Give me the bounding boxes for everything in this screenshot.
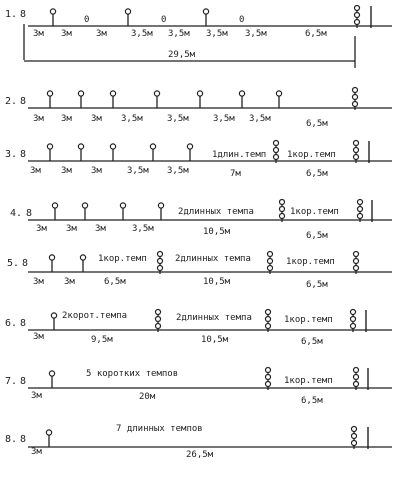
distance-label: 6,5м	[301, 396, 323, 406]
distance-label: 3,5м	[167, 114, 189, 124]
distance-label: 3,5м	[167, 166, 189, 176]
double-pin-bead	[351, 317, 356, 322]
double-pin-bead	[358, 200, 363, 205]
double-pin-bead	[158, 252, 163, 257]
distance-label: 3м	[61, 166, 72, 176]
marker: 0	[84, 15, 90, 25]
double-pin-bead	[354, 266, 359, 271]
tempo-label: 2длинных темпа	[178, 207, 254, 217]
distance-label: 3м	[95, 224, 106, 234]
double-pin-bead	[354, 141, 359, 146]
pin-head	[80, 255, 85, 260]
distance-label: 3м	[91, 166, 102, 176]
start-mark: 8	[20, 318, 27, 329]
distance-label: 3м	[36, 224, 47, 234]
double-pin-bead	[354, 375, 359, 380]
distance-label: 6,5м	[305, 29, 327, 39]
distance-label: 3м	[91, 114, 102, 124]
distance-label: 6,5м	[306, 169, 328, 179]
pin-head	[78, 144, 83, 149]
distance-label: 3,5м	[245, 29, 267, 39]
start-mark: 8	[20, 149, 27, 160]
pin-head	[110, 144, 115, 149]
pin-head	[158, 203, 163, 208]
distance-label: 10,5м	[203, 277, 231, 287]
double-pin-bead	[266, 317, 271, 322]
double-pin-bead	[156, 324, 161, 329]
tempo-label: 1длин.темп	[212, 150, 267, 160]
distance-label: 7м	[230, 169, 241, 179]
double-pin-bead	[354, 148, 359, 153]
tempo-label: 7 длинных темпов	[116, 424, 203, 434]
double-pin-bead	[268, 259, 273, 264]
double-pin-bead	[156, 317, 161, 322]
double-pin-bead	[351, 324, 356, 329]
distance-label: 3,5м	[121, 114, 143, 124]
distance-label: 3м	[33, 29, 44, 39]
pin-head	[47, 144, 52, 149]
pin-head	[49, 371, 54, 376]
double-pin-bead	[351, 310, 356, 315]
double-pin-bead	[274, 141, 279, 146]
double-pin-bead	[352, 434, 357, 439]
pin-head	[82, 203, 87, 208]
double-pin-bead	[353, 95, 358, 100]
pin-head	[50, 9, 55, 14]
row-number: 8.	[5, 434, 18, 445]
distance-label: 3м	[31, 447, 42, 457]
pin-head	[154, 91, 159, 96]
distance-label: 9,5м	[91, 335, 113, 345]
distance-label: 3м	[66, 224, 77, 234]
distance-label: 10,5м	[203, 227, 231, 237]
tempo-label: 2корот.темпа	[62, 311, 128, 321]
tempo-label: 2длинных темпа	[176, 313, 252, 323]
pin-head	[78, 91, 83, 96]
double-pin-bead	[358, 214, 363, 219]
marker: 0	[239, 15, 245, 25]
double-pin-bead	[280, 214, 285, 219]
pin-head	[120, 203, 125, 208]
distance-label: 26,5м	[186, 450, 214, 460]
distance-label: 3м	[64, 277, 75, 287]
marker: 0	[161, 15, 167, 25]
distance-label: 3м	[33, 332, 44, 342]
distance-label: 3м	[61, 114, 72, 124]
distance-label: 3,5м	[213, 114, 235, 124]
distance-label: 3м	[31, 391, 42, 401]
row-number: 7.	[5, 376, 18, 387]
double-pin-bead	[274, 148, 279, 153]
double-pin-bead	[268, 252, 273, 257]
tempo-label: 1кор.темп	[284, 315, 333, 325]
distance-label: 3м	[33, 114, 44, 124]
double-pin-bead	[280, 200, 285, 205]
pin-head	[187, 144, 192, 149]
double-pin-bead	[354, 155, 359, 160]
pin-head	[197, 91, 202, 96]
row-number: 6.	[5, 318, 18, 329]
distance-label: 10,5м	[201, 335, 229, 345]
double-pin-bead	[354, 252, 359, 257]
pin-head	[51, 313, 56, 318]
double-pin-bead	[355, 6, 360, 11]
distance-label: 6,5м	[306, 280, 328, 290]
double-pin-bead	[266, 324, 271, 329]
pin-head	[46, 430, 51, 435]
row-number: 5.	[7, 258, 20, 269]
start-mark: 8	[22, 258, 29, 269]
distance-label: 3,5м	[249, 114, 271, 124]
double-pin-bead	[354, 382, 359, 387]
row-number: 3.	[5, 149, 18, 160]
start-mark: 8	[26, 208, 33, 219]
double-pin-bead	[352, 441, 357, 446]
distance-label: 6,5м	[306, 119, 328, 129]
double-pin-bead	[355, 20, 360, 25]
tempo-label: 1кор.темп	[98, 254, 147, 264]
distance-label: 3м	[61, 29, 72, 39]
distance-label: 3,5м	[206, 29, 228, 39]
pin-head	[239, 91, 244, 96]
tempo-label: 1кор.темп	[287, 150, 336, 160]
double-pin-bead	[158, 266, 163, 271]
distance-label: 3,5м	[131, 29, 153, 39]
double-pin-bead	[353, 88, 358, 93]
tempo-label: 1кор.темп	[286, 257, 335, 267]
pin-head	[276, 91, 281, 96]
row-number: 4.	[10, 208, 23, 219]
start-mark: 8	[20, 434, 27, 445]
tempo-label: 1кор.темп	[284, 376, 333, 386]
double-pin-bead	[158, 259, 163, 264]
double-pin-bead	[355, 13, 360, 18]
double-pin-bead	[358, 207, 363, 212]
start-mark: 8	[20, 9, 27, 20]
start-mark: 8	[20, 376, 27, 387]
distance-label: 3м	[30, 166, 41, 176]
pin-head	[47, 91, 52, 96]
double-pin-bead	[352, 427, 357, 432]
tempo-label: 5 коротких темпов	[86, 369, 179, 379]
double-pin-bead	[354, 368, 359, 373]
double-pin-bead	[266, 375, 271, 380]
double-pin-bead	[156, 310, 161, 315]
pin-head	[110, 91, 115, 96]
pin-head	[52, 203, 57, 208]
double-pin-bead	[266, 310, 271, 315]
pin-head	[203, 9, 208, 14]
distance-label: 3,5м	[132, 224, 154, 234]
distance-label: 3,5м	[168, 29, 190, 39]
distance-label: 3м	[96, 29, 107, 39]
row-number: 2.	[5, 96, 18, 107]
distance-label: 20м	[139, 392, 156, 402]
row-number: 1.	[5, 9, 18, 20]
tempo-label: 1кор.темп	[290, 207, 339, 217]
start-mark: 8	[20, 96, 27, 107]
distance-label: 6,5м	[104, 277, 126, 287]
double-pin-bead	[268, 266, 273, 271]
pin-head	[125, 9, 130, 14]
distance-label: 6,5м	[301, 337, 323, 347]
pin-head	[49, 255, 54, 260]
double-pin-bead	[266, 382, 271, 387]
pin-head	[150, 144, 155, 149]
total-distance-label: 29,5м	[168, 50, 196, 60]
double-pin-bead	[353, 102, 358, 107]
tempo-label: 2длинных темпа	[175, 254, 251, 264]
double-pin-bead	[354, 259, 359, 264]
distance-label: 6,5м	[306, 231, 328, 241]
distance-label: 3м	[33, 277, 44, 287]
distance-label: 3,5м	[127, 166, 149, 176]
double-pin-bead	[280, 207, 285, 212]
double-pin-bead	[274, 155, 279, 160]
double-pin-bead	[266, 368, 271, 373]
